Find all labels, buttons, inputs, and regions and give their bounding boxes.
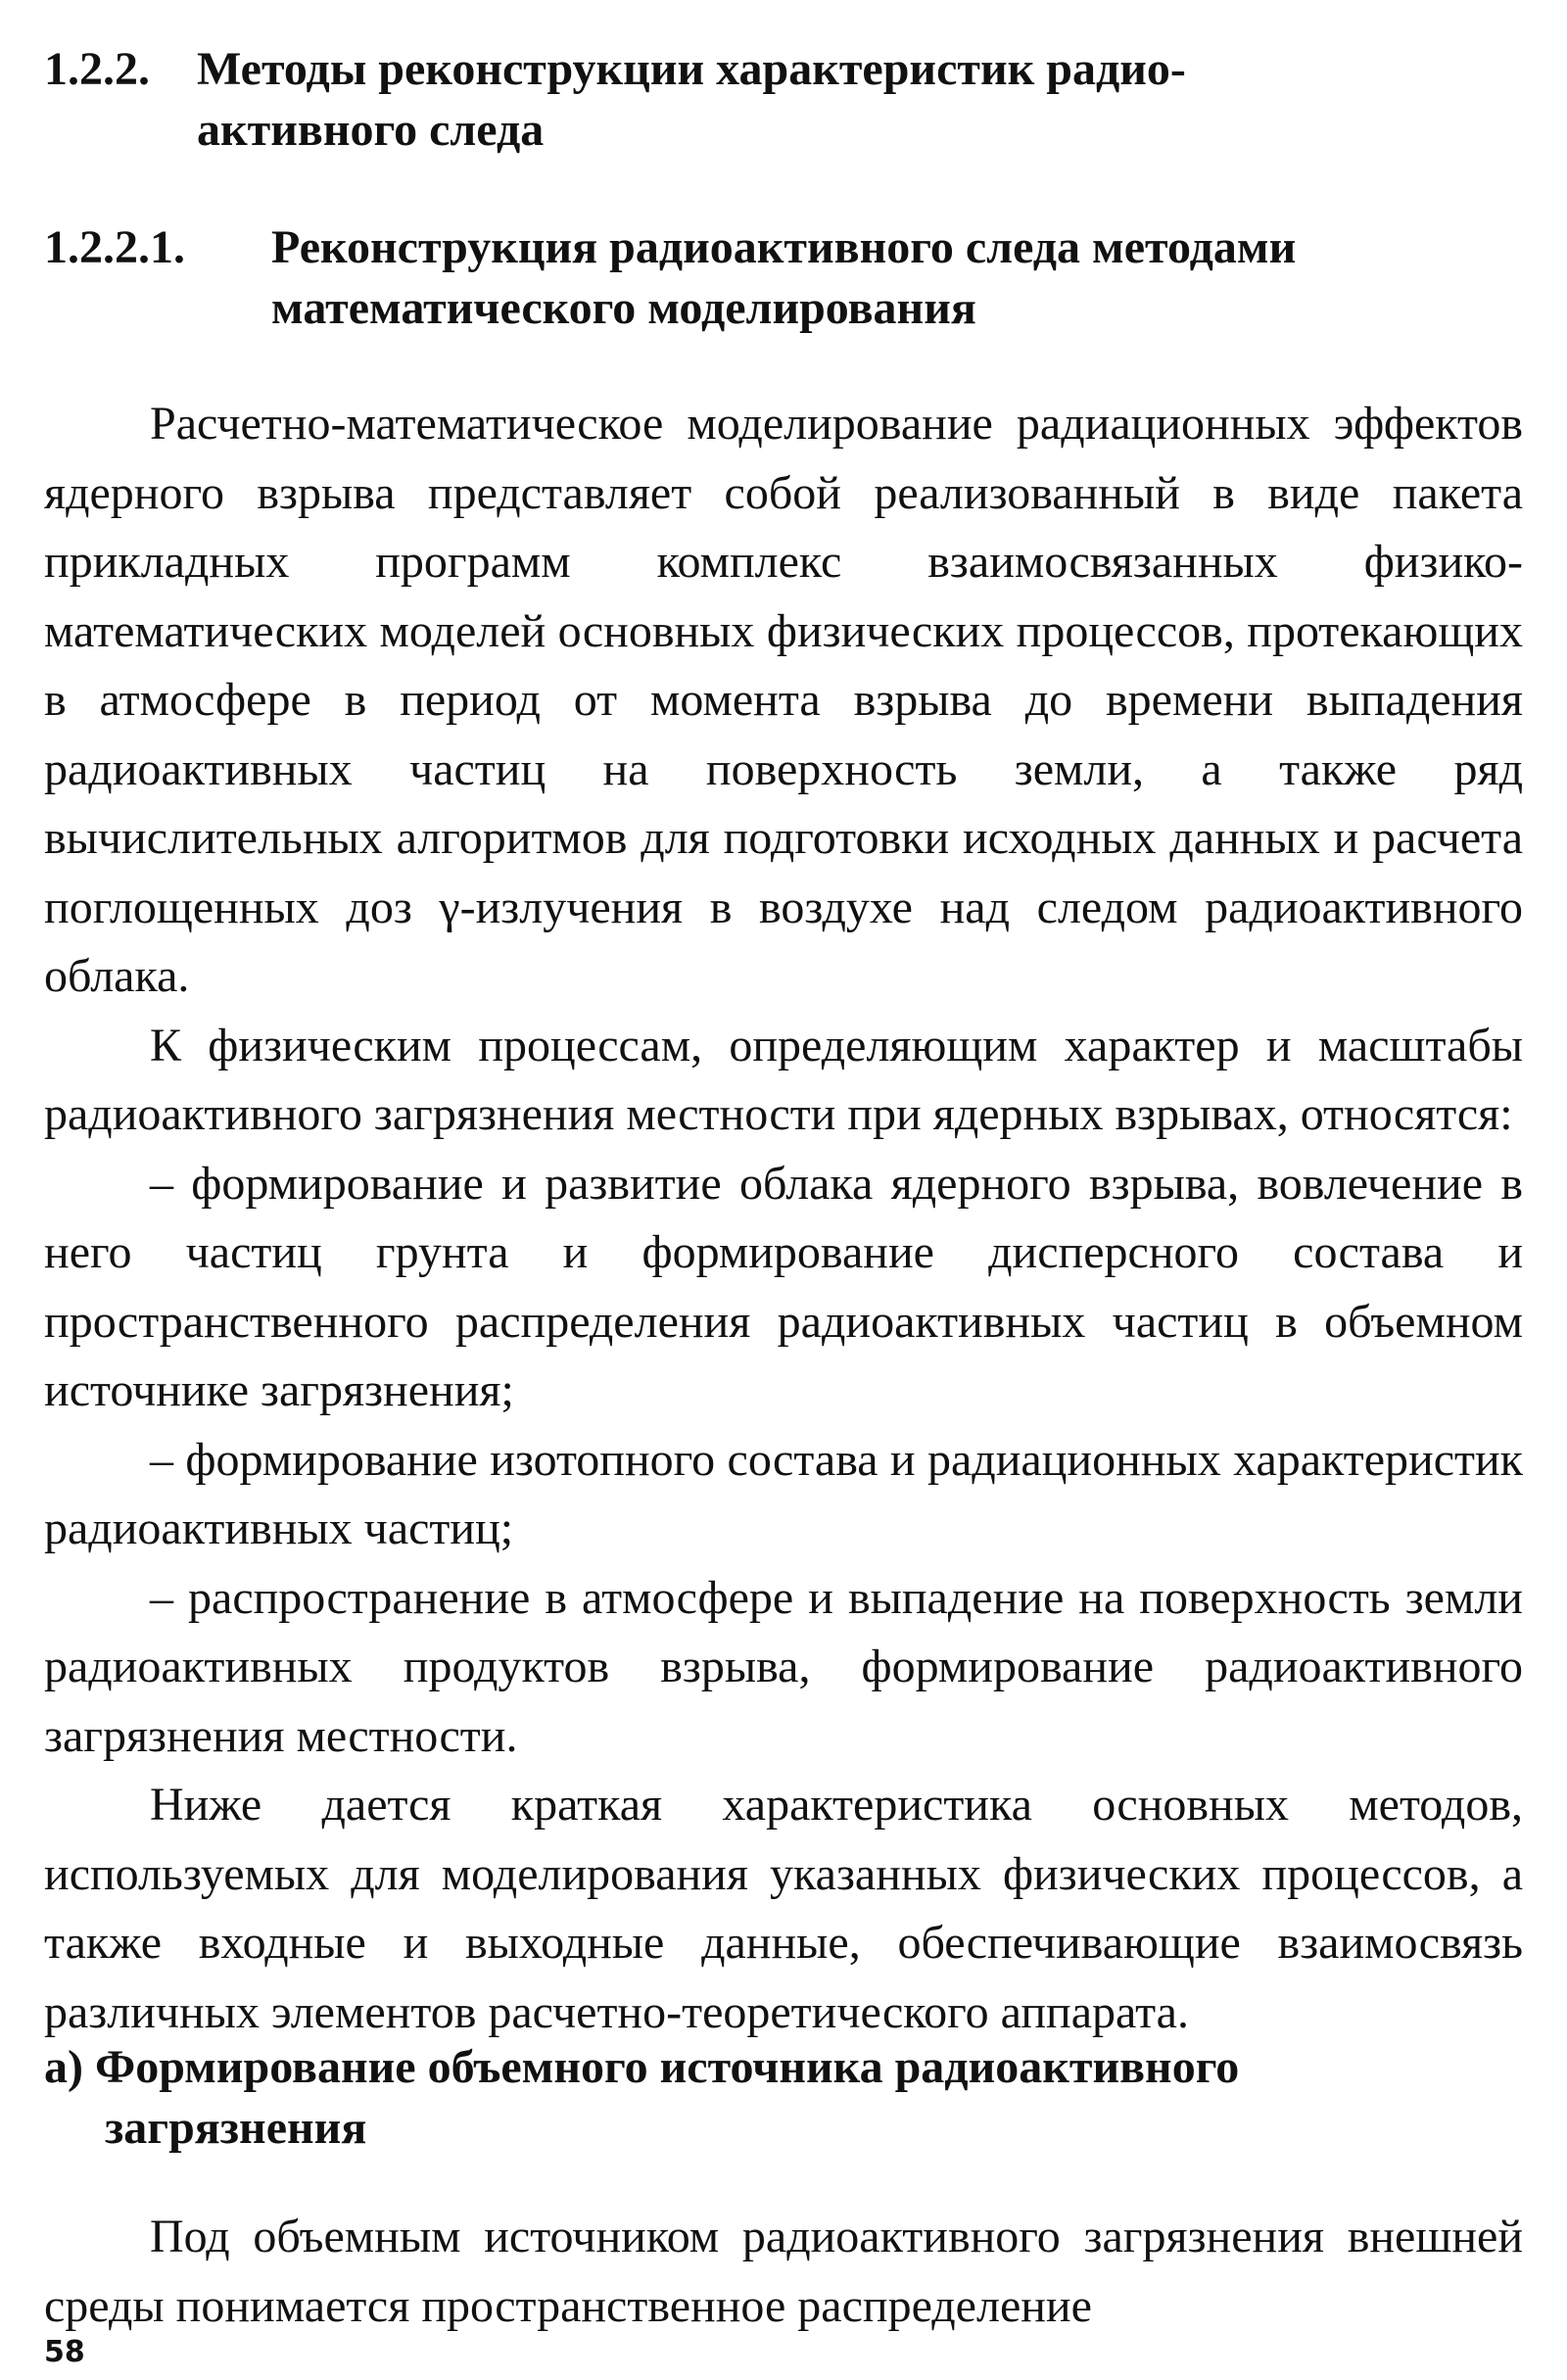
subheading-a-line-1: а) Формирование объемного источника радиоактивного [44, 2041, 1240, 2093]
subheading-a [44, 2037, 1523, 2159]
section-number: 1.2.2. [44, 43, 150, 95]
section-title-line-1: Методы реконструкции характеристик радио- [197, 43, 1186, 95]
subsection-title-line-1: Реконструкция радиоактивного следа методами [271, 221, 1297, 273]
section-heading [44, 39, 1523, 161]
list-item-2: – формирование изотопного состава и радиационных характеристик радиоактивных частиц; [44, 1433, 1523, 1554]
subheading-a-line-2: загрязнения [105, 2102, 367, 2154]
subsection-number: 1.2.2.1. [44, 221, 185, 273]
subsection-heading [44, 217, 1523, 339]
tail-text [44, 2203, 1523, 2341]
subsection-title-line-2: математического моделирования [271, 282, 976, 334]
body-text [44, 390, 1523, 2047]
paragraph-3: Ниже дается краткая характеристика основных методов, используемых для моделирования указанных физических процессов, а также входные и выходные данные, обеспечивающие взаимосвязь различных элементов расчетно-теоретического аппарата. [44, 1779, 1523, 2038]
list-item-3: – распространение в атмосфере и выпадение на поверхность земли радиоактивных продуктов взрыва, формирование радиоактивного загрязнения местности. [44, 1571, 1523, 1762]
list-item-1: – формирование и развитие облака ядерного взрыва, вовлечение в него частиц грунта и формирование дисперсного состава и пространственного распределения радиоактивных частиц в объемном источнике загрязнения; [44, 1157, 1523, 1416]
paragraph-1: Расчетно-математическое моделирование радиационных эффектов ядерного взрыва представляет собой реализованный в виде пакета прикладных программ комплекс взаимосвязанных физико-математических моделей основных физических процессов, протекающих в атмосфере в период от момента взрыва до времени выпадения радиоактивных частиц на поверхность земли, а также ряд вычислительных алгоритмов для подготовки исходных данных и расчета поглощенных доз γ-излучения в воздухе над следом радиоактивного облака. [44, 398, 1523, 1002]
paragraph-2: К физическим процессам, определяющим характер и масштабы радиоактивного загрязнения местности при ядерных взрывах, относятся: [44, 1019, 1523, 1140]
page-number: 58 [44, 2335, 85, 2369]
section-title-line-2: активного следа [197, 104, 545, 156]
tail-paragraph: Под объемным источником радиоактивного загрязнения внешней среды понимается пространственное распределение [44, 2211, 1523, 2332]
